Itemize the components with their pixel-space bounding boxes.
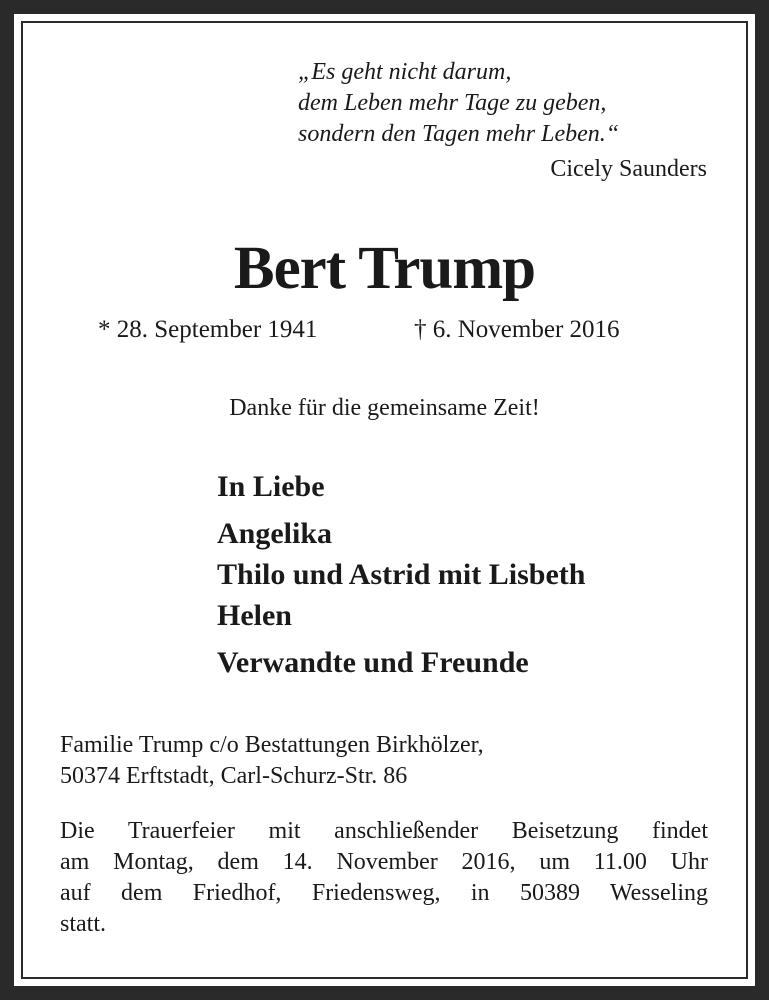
birth-date: * 28. September 1941 (98, 316, 318, 343)
quote-line: „Es geht nicht darum, (298, 59, 512, 85)
service-line: Die Trauerfeier mit anschließender Beisetzung findet (60, 818, 708, 844)
mourner-name: Angelika (217, 517, 333, 550)
service-line: auf dem Friedhof, Friedensweg, in 50389 Wesseling (60, 880, 708, 906)
quote-line: sondern den Tagen mehr Leben.“ (298, 121, 620, 147)
mourner-name: Thilo und Astrid mit Lisbeth (217, 558, 586, 591)
quote-author: Cicely Saunders (550, 156, 707, 182)
mourners-intro: In Liebe (217, 470, 325, 503)
mourner-name: Helen (217, 599, 292, 632)
epigraph-quote (298, 57, 619, 150)
contact-line: 50374 Erftstadt, Carl-Schurz-Str. 86 (60, 763, 408, 789)
funeral-service-info (60, 816, 708, 940)
service-line: statt. (60, 911, 106, 937)
contact-line: Familie Trump c/o Bestattungen Birkhölzer, (60, 732, 484, 758)
service-line: am Montag, dem 14. November 2016, um 11.00 Uhr (60, 849, 708, 875)
contact-address (60, 730, 484, 792)
deceased-name: Bert Trump (233, 235, 536, 302)
death-date: † 6. November 2016 (414, 316, 620, 343)
mourners-others: Verwandte und Freunde (217, 646, 529, 679)
thanks-message: Danke für die gemeinsame Zeit! (229, 395, 540, 421)
quote-line: dem Leben mehr Tage zu geben, (298, 90, 607, 116)
